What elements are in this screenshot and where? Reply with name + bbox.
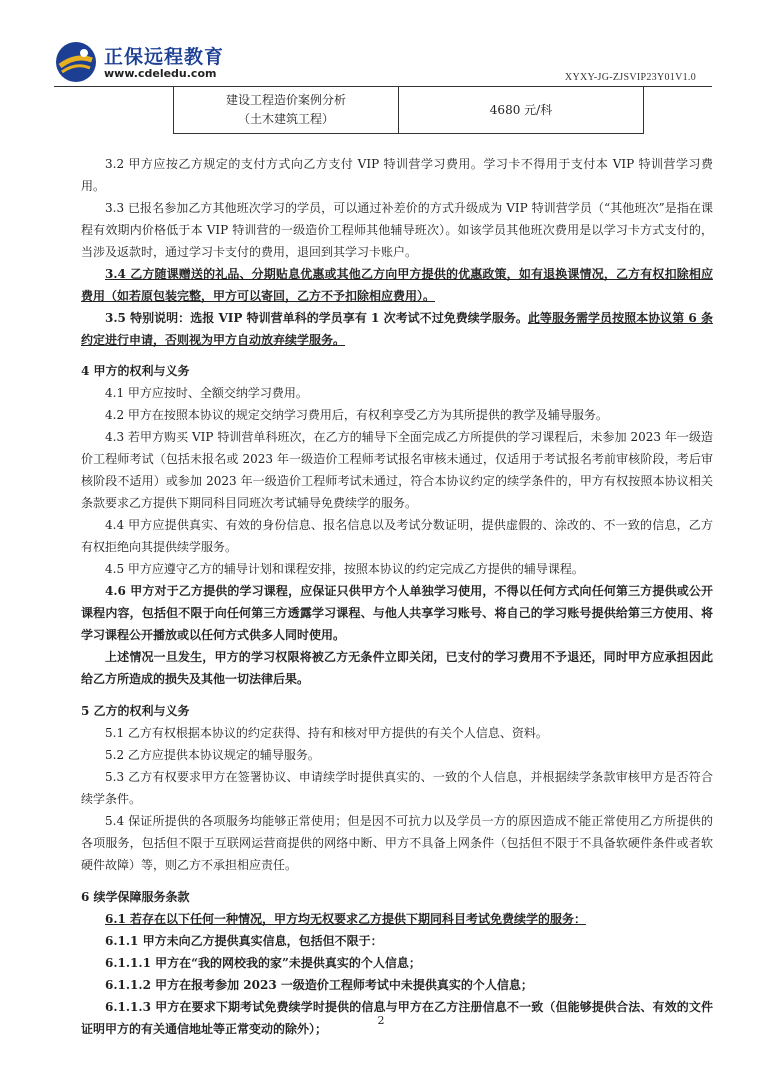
clause-4-3: 4.3 若甲方购买 VIP 特训营单科班次，在乙方的辅导下全面完成乙方所提供的学习课程后，未参加 2023 年一级造价工程师考试（包括未报名或 2023 年一级造价工程师考试报名审核未通过，仅适用于考试报名考前审核阶段，考后审核阶段不适用）或参加 2023 年一级造价工程师考试未通过，符合本协议约定的续学条件的，甲方有权按照本协议相关条款要求乙方提供下期同科目同班次考试辅导免费续学的服务。 — [81, 430, 713, 510]
clause-6-1: 6.1 若存在以下任何一种情况，甲方均无权要求乙方提供下期同科目考试免费续学的服务： — [105, 912, 587, 926]
clause-3-3: 3.3 已报名参加乙方其他班次学习的学员，可以通过补差价的方式升级成为 VIP 特训营学员（“其他班次”是指在课程有效期内价格低于本 VIP 特训营的一级造价工程师其他辅导班次）。如该学员其他班次费用是以学习卡方式支付的，当涉及返款时，通过学习卡支付的费用，退回到其学习卡账户。 — [81, 201, 713, 259]
document-body — [81, 153, 713, 1040]
clause-6-1-1-1: 6.1.1.1 甲方在“我的网校我的家”未提供真实的个人信息； — [105, 956, 421, 970]
clause-6-1-1-2: 6.1.1.2 甲方在报考参加 2023 一级造价工程师考试中未提供真实的个人信息； — [105, 978, 533, 992]
table-row — [174, 87, 644, 134]
price-cell: 4680 元/科 — [399, 87, 644, 134]
clause-5-2: 5.2 乙方应提供本协议规定的辅导服务。 — [105, 748, 320, 762]
clause-6-1-1: 6.1.1 甲方未向乙方提供真实信息，包括但不限于： — [105, 934, 383, 948]
page-header — [0, 0, 762, 92]
section-5-heading: 5 乙方的权利与义务 — [81, 704, 190, 718]
clause-3-4: 3.4 乙方随课赠送的礼品、分期贴息优惠或其他乙方向甲方提供的优惠政策，如有退换课情况，乙方有权扣除相应费用（如若原包装完整，甲方可以寄回，乙方不予扣除相应费用）。 — [81, 267, 713, 303]
course-cell — [174, 87, 399, 134]
clause-3-5-note: 3.5 特别说明：选报 VIP 特训营单科的学员享有 1 次考试不过免费续学服务。 — [105, 311, 528, 325]
clause-4-1: 4.1 甲方应按时、全额交纳学习费用。 — [105, 386, 308, 400]
clause-4-2: 4.2 甲方在按照本协议的规定交纳学习费用后，有权利享受乙方为其所提供的教学及辅导服务。 — [105, 408, 608, 422]
page-number: 2 — [377, 1014, 385, 1027]
section-6-heading: 6 续学保障服务条款 — [81, 890, 190, 904]
price-table — [173, 86, 644, 134]
clause-3-5 — [81, 307, 713, 351]
clause-4-5: 4.5 甲方应遵守乙方的辅导计划和课程安排，按照本协议的约定完成乙方提供的辅导课程。 — [105, 562, 584, 576]
section-4-heading: 4 甲方的权利与义务 — [81, 364, 190, 378]
course-subtitle: （土木建筑工程） — [237, 112, 334, 126]
clause-3-5-condition: 此等服务需学员按照本协议第 6 条约定进行申请，否则视为甲方自动放弃续学服务。 — [81, 311, 713, 347]
course-name: 建设工程造价案例分析 — [225, 93, 346, 107]
clause-6-1-1-3: 6.1.1.3 甲方在要求下期考试免费续学时提供的信息与甲方在乙方注册信息不一致（但能够提供合法、有效的文件证明甲方的有关通信地址等正常变动的除外）； — [81, 1000, 713, 1036]
document-code: XYXY-JG-ZJSVIP23Y01V1.0 — [564, 72, 696, 83]
globe-logo-icon — [54, 40, 98, 84]
clause-5-4: 5.4 保证所提供的各项服务均能够正常使用；但是因不可抗力以及学员一方的原因造成不能正常使用乙方所提供的各项服务，包括但不限于互联网运营商提供的网络中断、甲方不具备上网条件（包括但不限于不具备软硬件条件或者软硬件故障）等，则乙方不承担相应责任。 — [81, 814, 713, 872]
brand-name: 正保远程教育 — [104, 46, 225, 68]
clause-5-1: 5.1 乙方有权根据本协议的约定获得、持有和核对甲方提供的有关个人信息、资料。 — [105, 726, 548, 740]
clause-4-6: 4.6 甲方对于乙方提供的学习课程，应保证只供甲方个人单独学习使用，不得以任何方式向任何第三方提供或公开课程内容，包括但不限于向任何第三方透露学习课程、与他人共享学习账号、将自己的学习账号提供给第三方使用、将学习课程公开播放或以任何方式供多人同时使用。 — [81, 584, 713, 642]
clause-4-4: 4.4 甲方应提供真实、有效的身份信息、报名信息以及考试分数证明，提供虚假的、涂改的、不一致的信息，乙方有权拒绝向其提供续学服务。 — [81, 518, 713, 554]
clause-3-2: 3.2 甲方应按乙方规定的支付方式向乙方支付 VIP 特训营学习费用。学习卡不得用于支付本 VIP 特训营学习费用。 — [81, 157, 713, 193]
clause-4-consequence: 上述情况一旦发生，甲方的学习权限将被乙方无条件立即关闭，已支付的学习费用不予退还，同时甲方应承担因此给乙方所造成的损失及其他一切法律后果。 — [81, 650, 713, 686]
website-url: www.cdeledu.com — [104, 67, 217, 80]
clause-5-3: 5.3 乙方有权要求甲方在签署协议、申请续学时提供真实的、一致的个人信息，并根据续学条款审核甲方是否符合续学条件。 — [81, 770, 713, 806]
